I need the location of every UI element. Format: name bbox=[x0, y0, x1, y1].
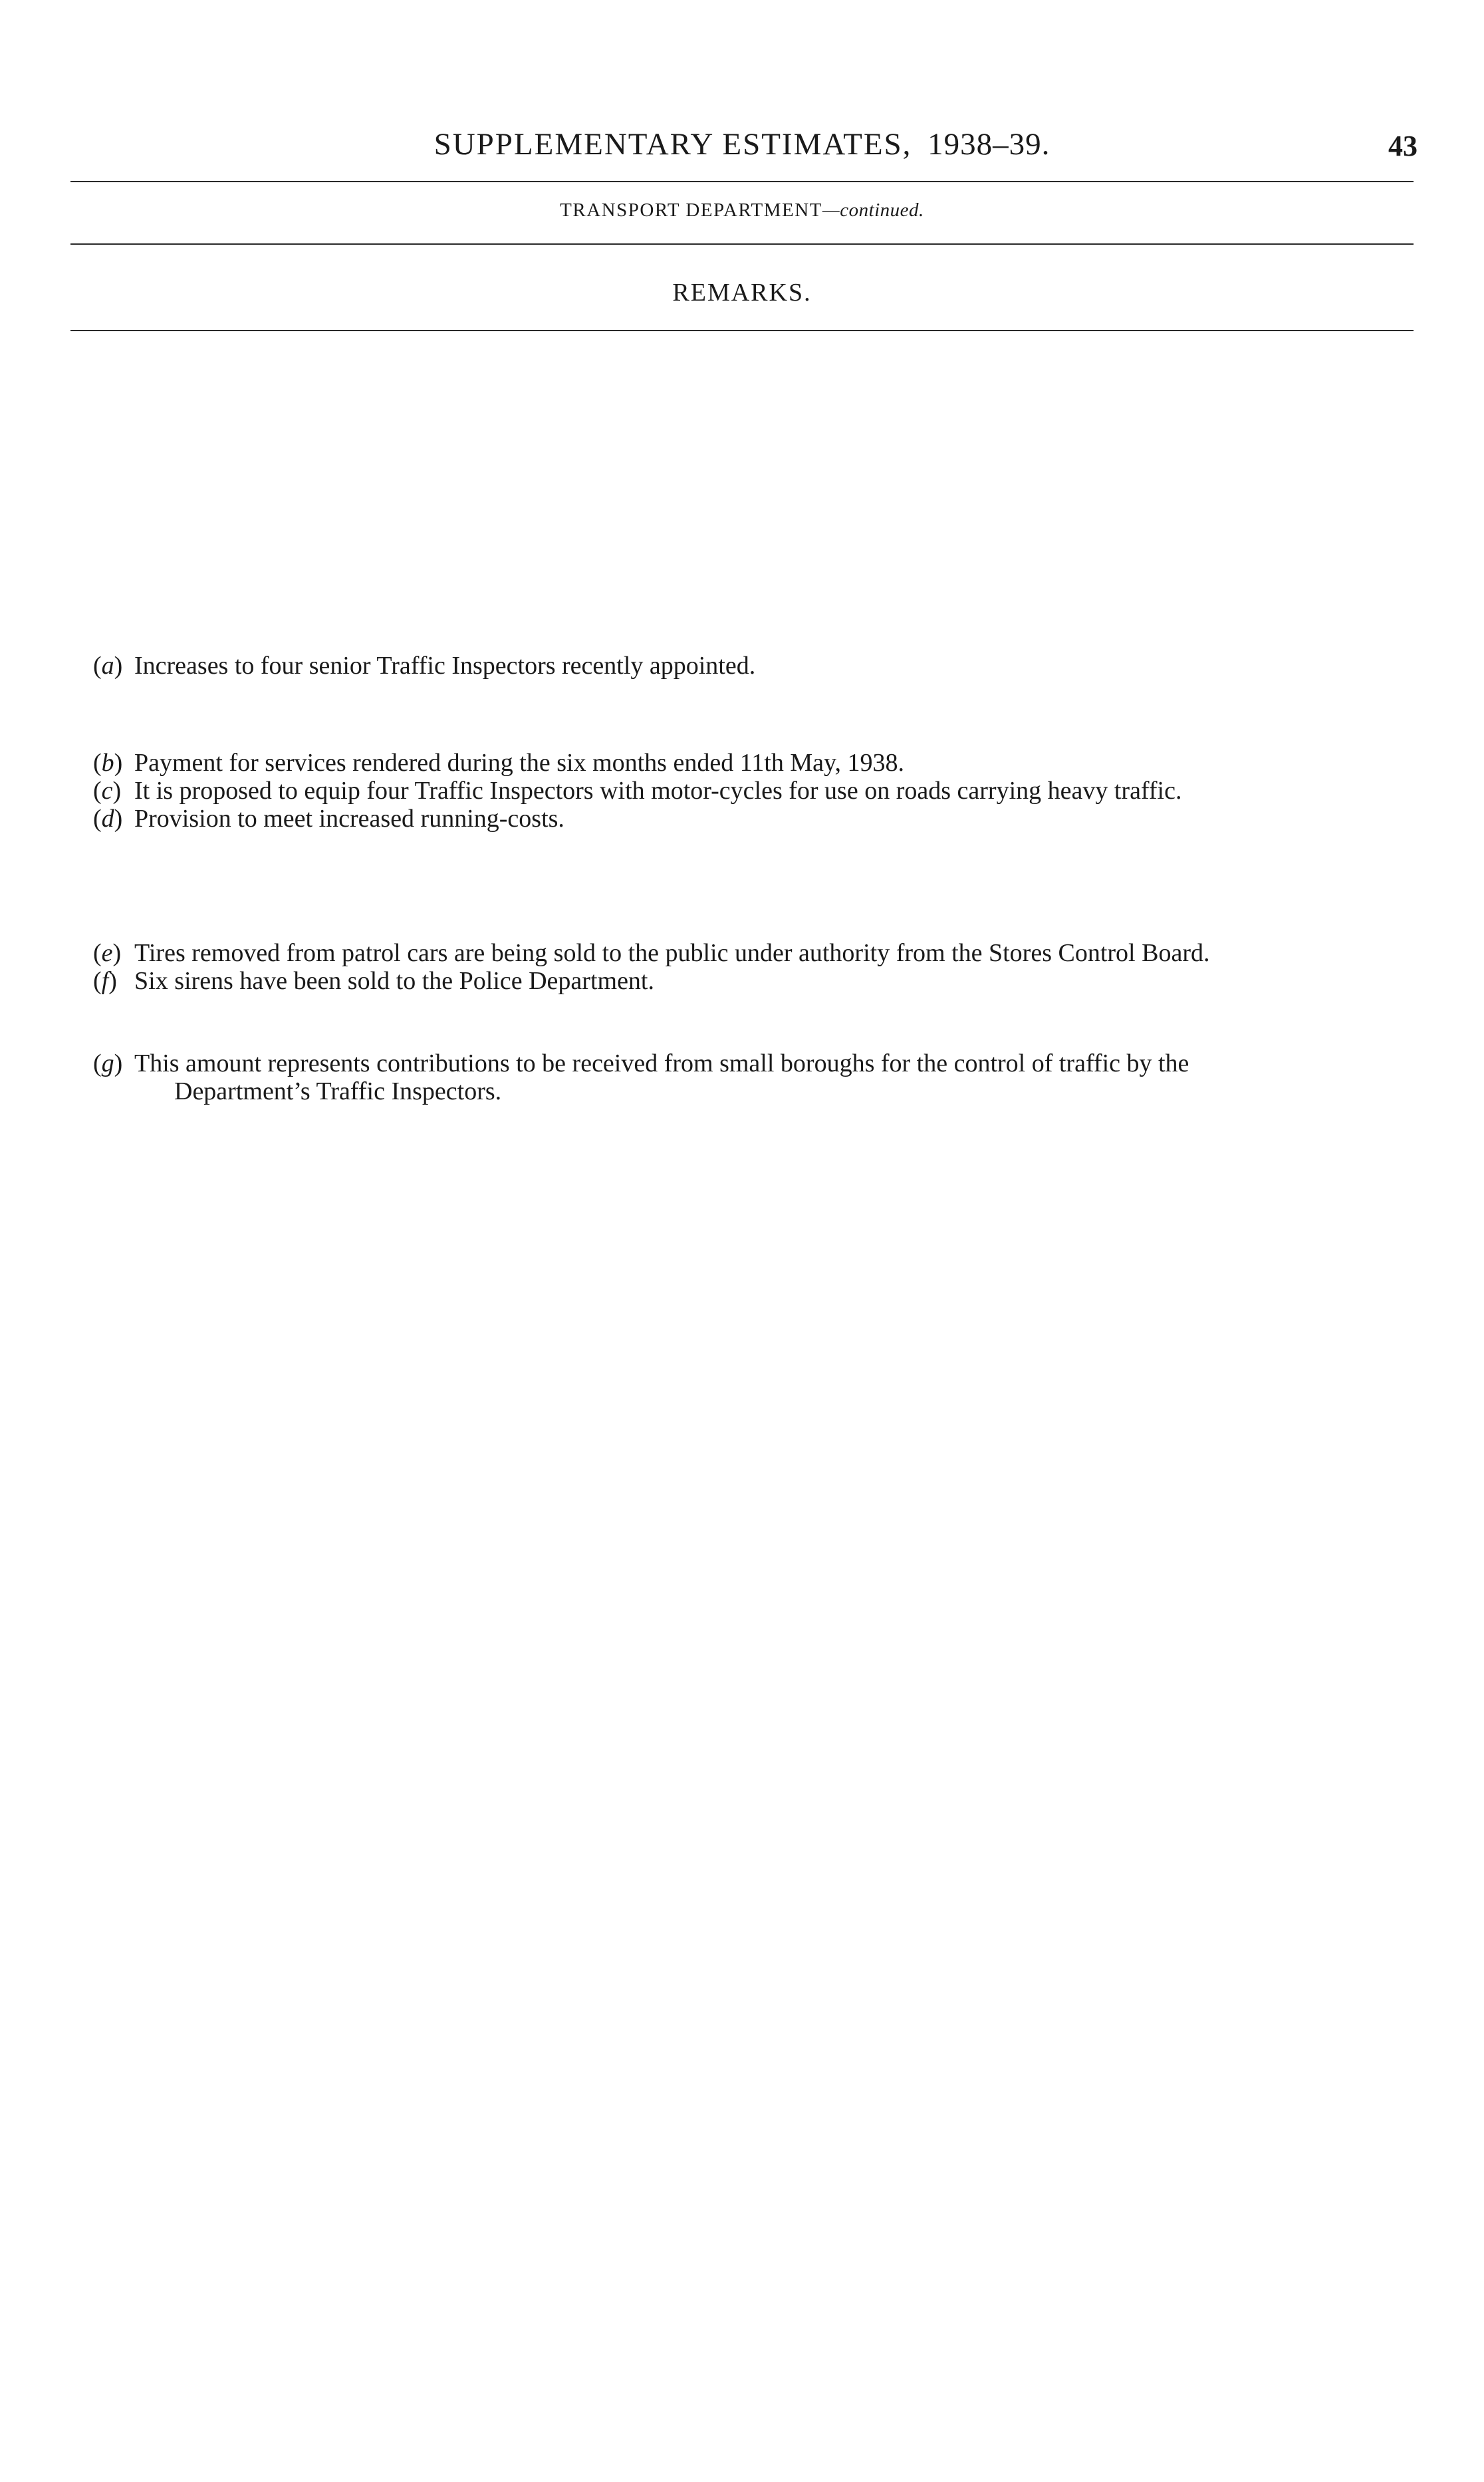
note-d bbox=[93, 805, 1396, 833]
department-heading bbox=[0, 200, 1484, 221]
note-letter: (e) bbox=[93, 939, 122, 967]
note-text: Payment for services rendered during the six months ended 11th May, 1938. bbox=[134, 749, 905, 777]
remarks-rule bbox=[70, 330, 1414, 331]
note-text: Increases to four senior Traffic Inspectors recently appointed. bbox=[134, 652, 756, 680]
note-text: This amount represents contributions to be received from small boroughs for the control of traffic by the bbox=[134, 1049, 1189, 1077]
title-year: 1938–39. bbox=[928, 127, 1051, 162]
note-b bbox=[93, 749, 1396, 777]
header-rule bbox=[70, 181, 1414, 182]
note-letter: (d) bbox=[93, 805, 123, 833]
note-g bbox=[93, 1049, 1396, 1105]
note-text: It is proposed to equip four Traffic Inspectors with motor-cycles for use on roads carrying heavy traffic. bbox=[134, 777, 1182, 805]
title-text: SUPPLEMENTARY ESTIMATES, bbox=[433, 127, 912, 162]
department-name: TRANSPORT DEPARTMENT bbox=[560, 200, 822, 221]
department-rule bbox=[70, 243, 1414, 245]
note-letter: (g) bbox=[93, 1049, 123, 1077]
note-letter: (a) bbox=[93, 652, 123, 680]
note-text: Tires removed from patrol cars are being sold to the public under authority from the Stores Control Board. bbox=[134, 939, 1210, 967]
note-e bbox=[93, 939, 1396, 967]
page-number: 43 bbox=[1388, 130, 1418, 162]
note-a bbox=[93, 652, 1396, 680]
note-letter: (f) bbox=[93, 967, 117, 995]
note-text: Six sirens have been sold to the Police Department. bbox=[134, 967, 654, 995]
remarks-heading: REMARKS. bbox=[672, 279, 812, 307]
note-c bbox=[93, 777, 1396, 805]
note-f bbox=[93, 967, 1396, 995]
note-letter: (b) bbox=[93, 749, 123, 777]
page-title bbox=[0, 126, 1484, 162]
note-letter: (c) bbox=[93, 777, 122, 805]
department-continued: —continued. bbox=[822, 200, 924, 221]
note-text: Provision to meet increased running-costs. bbox=[134, 805, 564, 833]
note-text-continuation: Department’s Traffic Inspectors. bbox=[174, 1077, 502, 1105]
